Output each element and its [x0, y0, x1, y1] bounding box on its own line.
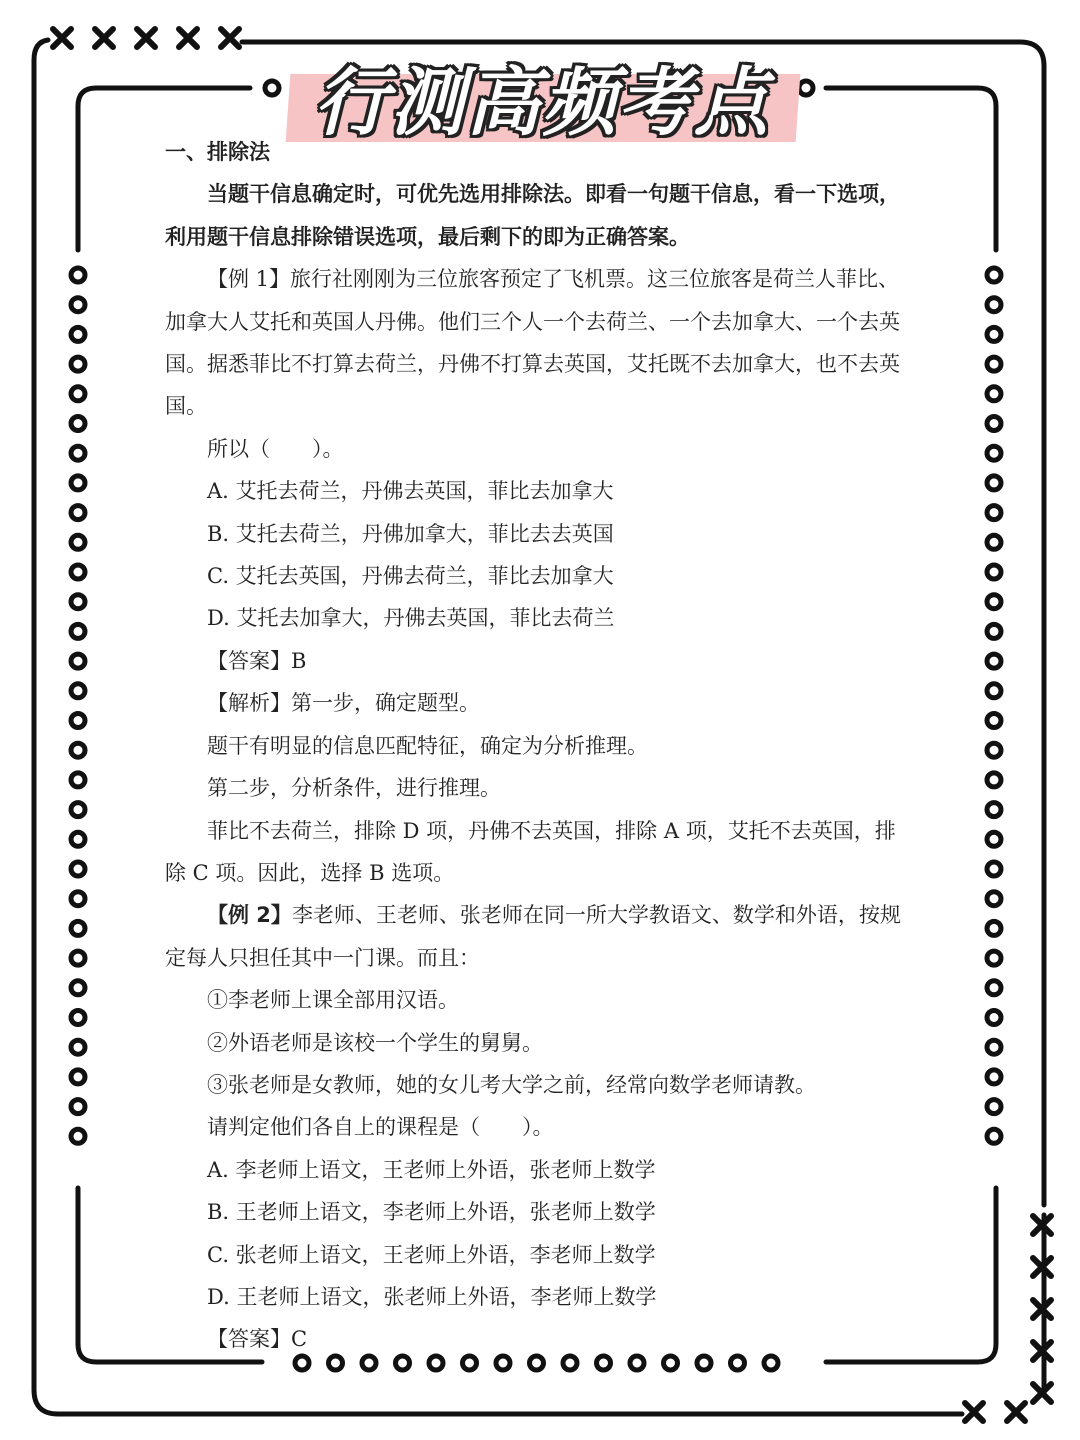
frame-ring-icon — [265, 81, 279, 95]
page-title: 行测高频考点 — [314, 60, 770, 146]
option-d: D. 王老师上语文，张老师上外语，李老师上数学 — [207, 1284, 657, 1309]
binder-ring-icon — [987, 951, 1001, 965]
binder-ring-icon — [987, 981, 1001, 995]
binder-ring-icon — [987, 1011, 1001, 1025]
option-a: A. 艾托去荷兰，丹佛去英国，菲比去加拿大 — [207, 479, 614, 504]
analysis-label: 【解析】 — [207, 691, 291, 716]
option-c: C. 艾托去英国，丹佛去荷兰，菲比去加拿大 — [207, 564, 614, 589]
binder-ring-icon — [987, 892, 1001, 906]
binder-ring-icon — [71, 417, 85, 431]
binder-ring-icon — [71, 327, 85, 341]
intro-line: 当题干信息确定时，可优先选用排除法。即看一句题干信息，看一下选项， — [207, 182, 900, 207]
example1-stem: 【例 1】旅行社刚刚为三位旅客预定了飞机票。这三位旅客是荷兰人菲比、 — [207, 267, 900, 292]
section-heading: 一、排除法 — [165, 140, 270, 164]
binder-ring-icon — [987, 387, 1001, 401]
binder-ring-icon — [987, 624, 1001, 638]
binder-ring-icon — [987, 476, 1001, 490]
binder-ring-icon — [987, 298, 1001, 312]
condition-3: ③张老师是女教师，她的女儿考大学之前，经常向数学老师请教。 — [207, 1072, 816, 1097]
example2-answer: 【答案】C — [207, 1327, 308, 1352]
binder-ring-icon — [987, 803, 1001, 817]
binder-ring-icon — [71, 654, 85, 668]
option-a: A. 李老师上语文，王老师上外语，张老师上数学 — [207, 1157, 656, 1182]
option-b: B. 艾托去荷兰，丹佛加拿大，菲比去去英国 — [207, 521, 614, 546]
binder-ring-icon — [71, 476, 85, 490]
analysis-line: 菲比不去荷兰，排除 D 项，丹佛不去英国，排除 A 项，艾托不去英国，排 — [207, 818, 896, 843]
binder-ring-icon — [987, 565, 1001, 579]
binder-ring-icon — [71, 595, 85, 609]
binder-ring-icon — [71, 268, 85, 282]
binder-ring-icon — [987, 1070, 1001, 1084]
condition-2: ②外语老师是该校一个学生的舅舅。 — [207, 1030, 543, 1055]
binder-ring-icon — [987, 506, 1001, 520]
binder-ring-icon — [987, 1040, 1001, 1054]
cross-icon — [137, 29, 155, 47]
intro-line: 利用题干信息排除错误选项，最后剩下的即为正确答案。 — [165, 224, 690, 249]
cross-icon — [179, 29, 197, 47]
binder-ring-icon — [71, 684, 85, 698]
example-label: 【例 1】 — [207, 267, 291, 292]
example1-answer: 【答案】B — [207, 648, 307, 673]
binder-ring-icon — [71, 298, 85, 312]
binder-ring-icon — [71, 1070, 85, 1084]
binder-ring-icon — [71, 951, 85, 965]
binder-ring-icon — [987, 535, 1001, 549]
binder-ring-icon — [71, 832, 85, 846]
cross-icon — [221, 29, 239, 47]
binder-ring-icon — [71, 1129, 85, 1143]
example1-stem-line: 国。 — [165, 394, 207, 419]
binder-ring-icon — [987, 832, 1001, 846]
binder-ring-icon — [987, 446, 1001, 460]
binder-ring-icon — [987, 1129, 1001, 1143]
binder-ring-icon — [71, 1100, 85, 1114]
binder-ring-icon — [71, 624, 85, 638]
binder-ring-icon — [71, 743, 85, 757]
example-label: 【例 2】 — [207, 903, 292, 928]
binder-ring-icon — [987, 417, 1001, 431]
binder-ring-icon — [987, 357, 1001, 371]
analysis-line: 除 C 项。因此，选择 B 选项。 — [165, 860, 455, 885]
analysis-line: 题干有明显的信息匹配特征，确定为分析推理。 — [207, 733, 648, 758]
binder-ring-icon — [71, 921, 85, 935]
binder-ring-icon — [71, 1040, 85, 1054]
binder-ring-icon — [987, 714, 1001, 728]
analysis-line: 第二步，分析条件，进行推理。 — [207, 776, 501, 801]
example1-stem-line: 国。据悉菲比不打算去荷兰，丹佛不打算去英国，艾托既不去加拿大，也不去英 — [165, 352, 900, 377]
binder-ring-icon — [71, 803, 85, 817]
binder-ring-icon — [71, 892, 85, 906]
binder-ring-icon — [71, 506, 85, 520]
binder-ring-icon — [987, 684, 1001, 698]
document-body — [165, 131, 917, 1361]
example1-analysis: 【解析】第一步，确定题型。 — [207, 691, 480, 716]
binder-ring-icon — [987, 595, 1001, 609]
binder-ring-icon — [987, 921, 1001, 935]
binder-ring-icon — [71, 714, 85, 728]
example1-question: 所以（ ）。 — [207, 436, 344, 461]
binder-ring-icon — [987, 743, 1001, 757]
binder-ring-icon — [71, 387, 85, 401]
cross-icon — [965, 1403, 983, 1421]
binder-ring-icon — [987, 654, 1001, 668]
binder-ring-icon — [987, 773, 1001, 787]
cross-icon — [95, 29, 113, 47]
cross-icon — [53, 29, 71, 47]
binder-ring-icon — [71, 565, 85, 579]
binder-ring-icon — [987, 268, 1001, 282]
binder-ring-icon — [987, 327, 1001, 341]
binder-ring-icon — [987, 1100, 1001, 1114]
binder-ring-icon — [71, 446, 85, 460]
option-c: C. 张老师上语文，王老师上外语，李老师上数学 — [207, 1242, 656, 1267]
example2-question: 请判定他们各自上的课程是（ ）。 — [207, 1115, 554, 1140]
binder-ring-icon — [71, 862, 85, 876]
example1-stem-line: 加拿大人艾托和英国人丹佛。他们三个人一个去荷兰、一个去加拿大、一个去英 — [165, 309, 900, 334]
binder-ring-icon — [71, 357, 85, 371]
condition-1: ①李老师上课全部用汉语。 — [207, 988, 459, 1013]
option-b: B. 王老师上语文，李老师上外语，张老师上数学 — [207, 1200, 656, 1225]
option-d: D. 艾托去加拿大，丹佛去英国，菲比去荷兰 — [207, 606, 615, 631]
binder-ring-icon — [71, 981, 85, 995]
binder-ring-icon — [987, 862, 1001, 876]
cross-icon — [1007, 1403, 1025, 1421]
example2-stem: 【例 2】李老师、王老师、张老师在同一所大学教语文、数学和外语，按规 — [207, 903, 901, 928]
example2-stem-line: 定每人只担任其中一门课。而且： — [165, 945, 480, 970]
binder-ring-icon — [71, 1011, 85, 1025]
binder-ring-icon — [71, 535, 85, 549]
binder-ring-icon — [71, 773, 85, 787]
